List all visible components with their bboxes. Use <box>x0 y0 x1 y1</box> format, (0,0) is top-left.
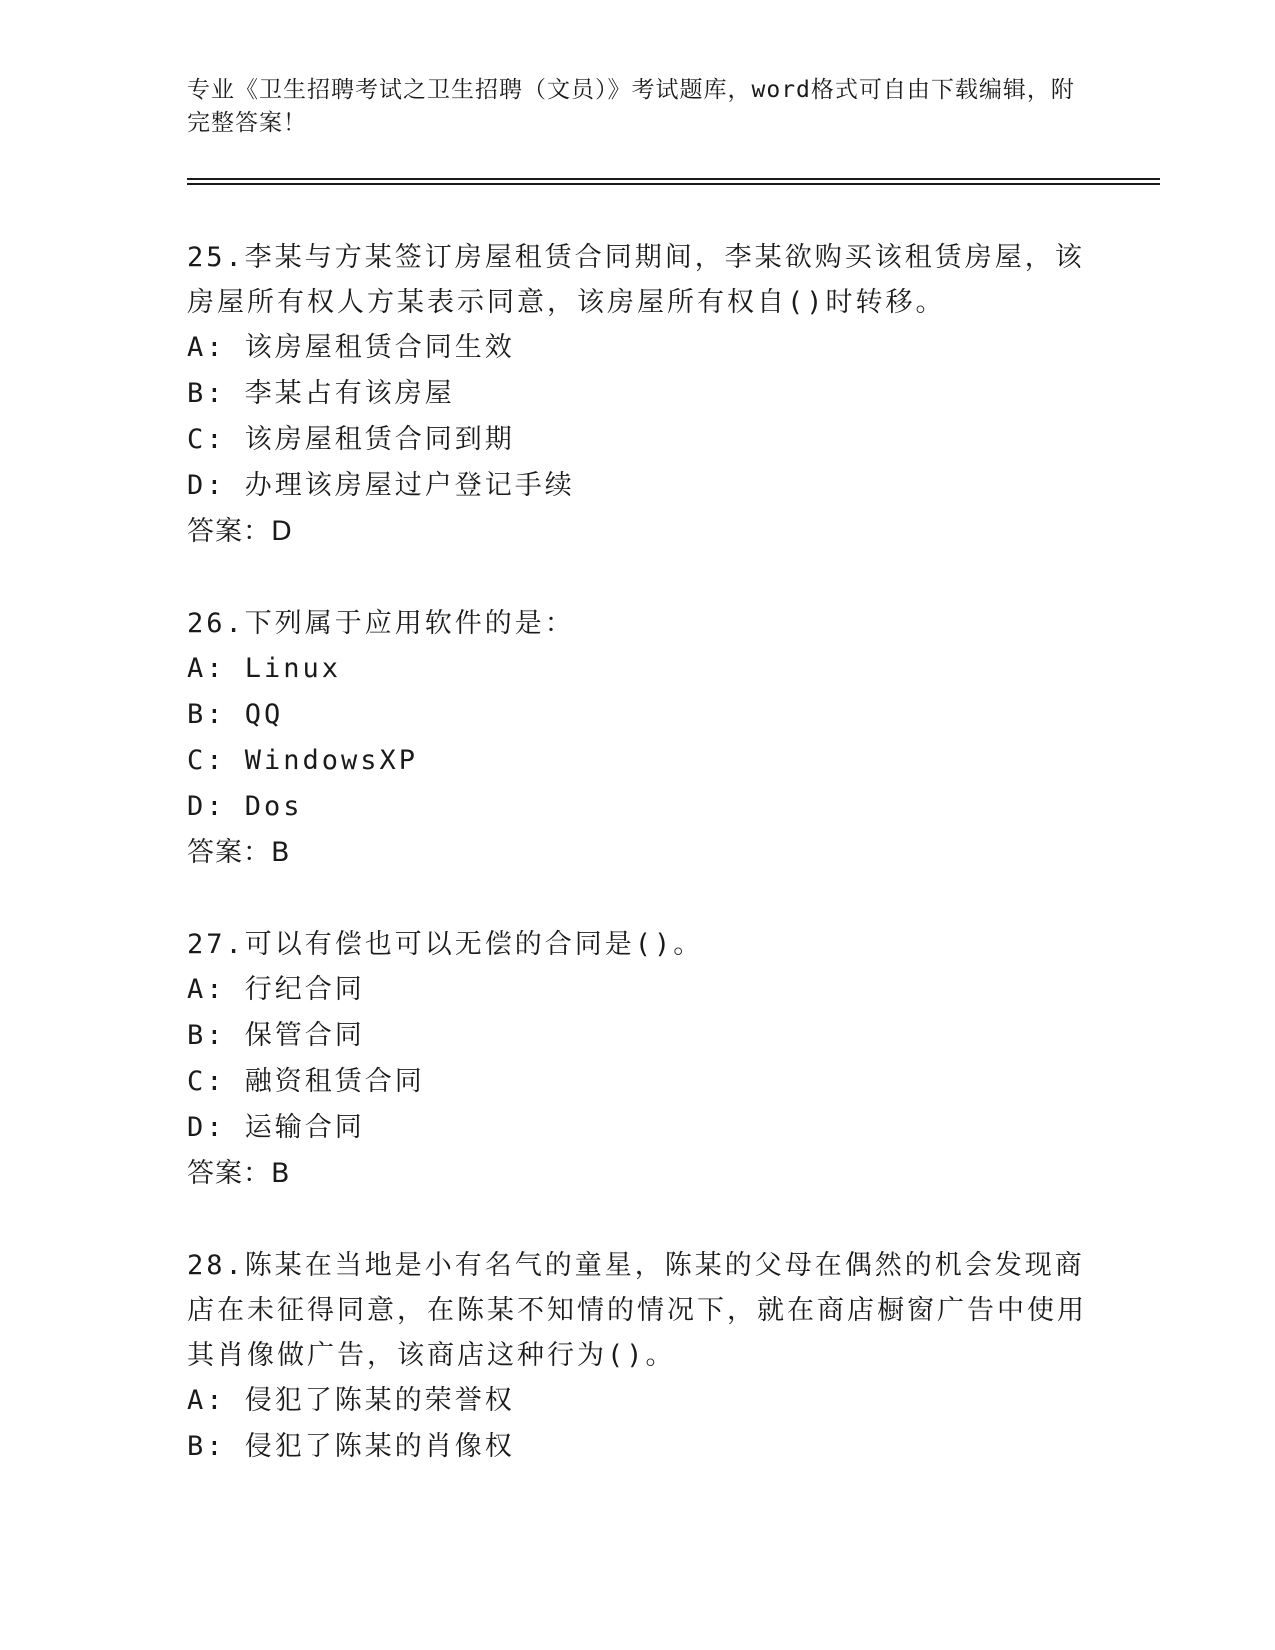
question-stem: 28.陈某在当地是小有名气的童星，陈某的父母在偶然的机会发现商店在未征得同意，在陈某不知情的情况下，就在商店橱窗广告中使用其肖像做广告，该商店这种行为()。 <box>187 1250 1087 1371</box>
answer: 答案：D <box>187 516 293 547</box>
option-a: A: 行纪合同 <box>187 974 365 1005</box>
question-stem: 27.可以有偿也可以无偿的合同是()。 <box>187 929 704 960</box>
option-d: D: 运输合同 <box>187 1112 365 1143</box>
option-c: C: 融资租赁合同 <box>187 1066 425 1097</box>
question-list <box>187 235 1087 1516</box>
option-d: D: Dos <box>187 791 303 822</box>
option-d: D: 办理该房屋过户登记手续 <box>187 470 575 501</box>
option-c: C: 该房屋租赁合同到期 <box>187 424 515 455</box>
option-b: B: 保管合同 <box>187 1020 365 1051</box>
question-26 <box>187 601 1087 876</box>
question-stem: 25.李某与方某签订房屋租赁合同期间，李某欲购买该租赁房屋，该房屋所有权人方某表示同意，该房屋所有权自()时转移。 <box>187 242 1085 318</box>
question-stem: 26.下列属于应用软件的是： <box>187 608 575 639</box>
answer: 答案：B <box>187 837 291 868</box>
option-c: C: WindowsXP <box>187 745 419 776</box>
option-b: B: 侵犯了陈某的肖像权 <box>187 1431 515 1462</box>
question-25 <box>187 235 1087 555</box>
answer: 答案：B <box>187 1158 291 1189</box>
option-b: B: QQ <box>187 699 284 730</box>
option-a: A: 该房屋租赁合同生效 <box>187 332 515 363</box>
question-27 <box>187 922 1087 1197</box>
document-header: 专业《卫生招聘考试之卫生招聘（文员）》考试题库，word格式可自由下载编辑，附完整答案！ <box>187 77 1075 136</box>
option-a: A: Linux <box>187 653 342 684</box>
option-a: A: 侵犯了陈某的荣誉权 <box>187 1385 515 1416</box>
question-28 <box>187 1243 1087 1470</box>
header-divider-bottom <box>187 183 1160 185</box>
option-b: B: 李某占有该房屋 <box>187 378 455 409</box>
header-divider-top <box>187 178 1160 180</box>
